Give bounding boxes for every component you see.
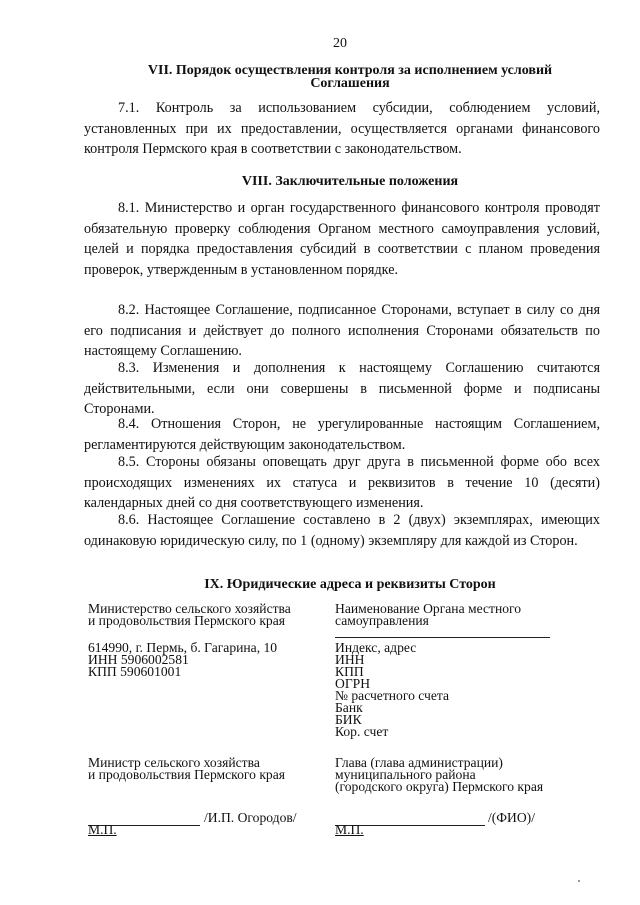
right-field-bank: Банк [335, 700, 363, 715]
right-field-address: Индекс, адрес [335, 640, 417, 655]
left-party-details [88, 642, 277, 678]
paragraph-8-2: 8.2. Настоящее Соглашение, подписанное Сторонами, вступает в силу со дня его подписания и действует до полного исполнения Сторонами обязательств по настоящему Соглашению. [84, 302, 600, 360]
left-signer: Министр сельского хозяйства и продовольствия Пермского края [88, 755, 286, 782]
paragraph-8-1: 8.1. Министерство и орган государственного финансового контроля проводят обязательную проверку соблюдения Органом местного самоуправления условий, целей и порядка предоставления субсидий в соответствии с планом проведения проверок, утвержденным в установленном порядке. [84, 200, 600, 278]
right-party-fields [335, 642, 449, 738]
right-stamp: М.П. [335, 822, 364, 837]
right-field-kpp: КПП [335, 664, 364, 679]
right-field-ogrn: ОГРН [335, 676, 371, 691]
paragraph-8-6: 8.6. Настоящее Соглашение составлено в 2 (двух) экземплярах, имеющих одинаковую юридическую силу, по 1 (одному) экземпляру для каждой из Сторон. [84, 512, 600, 549]
right-signer: Глава (глава администрации) муниципального района (городского округа) Пермского края [335, 755, 544, 794]
right-field-account: № расчетного счета [335, 688, 450, 703]
page-number: 20 [333, 36, 347, 51]
left-party-name: Министерство сельского хозяйства и продовольствия Пермского края [88, 601, 291, 628]
left-inn: ИНН 5906002581 [88, 652, 189, 667]
right-field-corr-account: Кор. счет [335, 724, 389, 739]
paragraph-8-3: 8.3. Изменения и дополнения к настоящему Соглашению считаются действительными, если они совершены в письменной форме и подписаны Сторонами. [84, 360, 600, 418]
right-field-inn: ИНН [335, 652, 365, 667]
paragraph-8-5: 8.5. Стороны обязаны оповещать друг друга в письменной форме обо всех происходящих изменениях их статуса и реквизитов в течение 10 (десяти) календарных дней со дня соответствующего изменения. [84, 454, 600, 512]
right-party-name: Наименование Органа местного самоуправления [335, 601, 522, 628]
right-signature-name: /(ФИО)/ [488, 810, 535, 825]
section-9-heading: IX. Юридические адреса и реквизиты Сторон [204, 577, 496, 592]
right-name-line [335, 637, 550, 638]
left-address: 614990, г. Пермь, б. Гагарина, 10 [88, 640, 278, 655]
section-8-heading: VIII. Заключительные положения [241, 174, 459, 189]
left-signature-name: /И.П. Огородов/ [204, 810, 297, 825]
paragraph-8-4: 8.4. Отношения Сторон, не урегулированные настоящим Соглашением, регламентируются действующим законодательством. [84, 416, 600, 453]
left-kpp: КПП 590601001 [88, 664, 182, 679]
paragraph-7-1: 7.1. Контроль за использованием субсидии, соблюдением условий, установленных при их предоставлении, осуществляется органами финансового контроля Пермского края в соответствии с законодательством. [84, 100, 600, 158]
scan-speck [578, 880, 580, 882]
right-field-bik: БИК [335, 712, 362, 727]
section-7-heading: VII. Порядок осуществления контроля за исполнением условий Соглашения [147, 63, 553, 91]
left-stamp: М.П. [88, 822, 117, 837]
